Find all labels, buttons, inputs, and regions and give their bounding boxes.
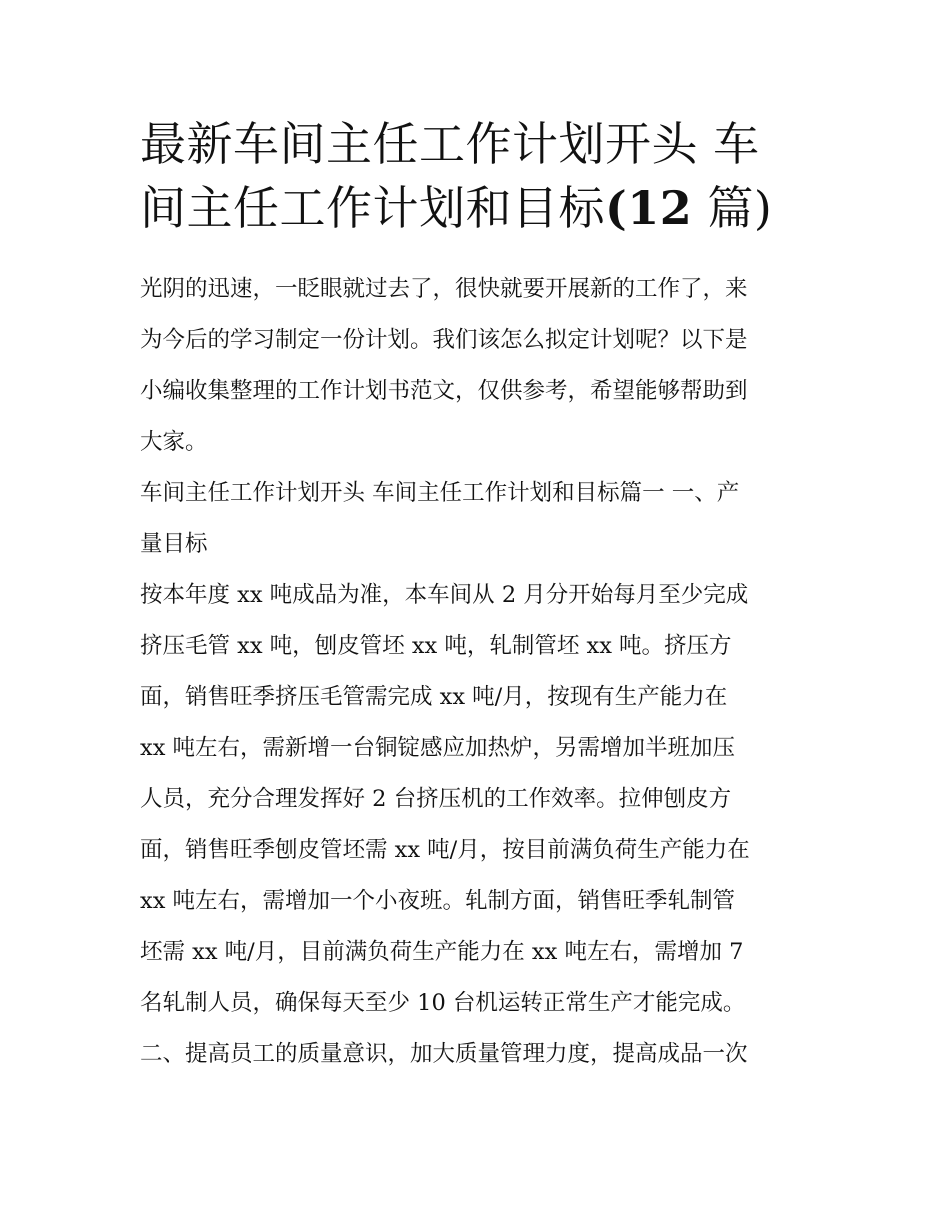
title-line-2-suffix: 篇) — [707, 181, 773, 235]
title-line-2 — [140, 176, 812, 240]
paragraph-line: 挤压毛管 xx 吨，刨皮管坯 xx 吨，轧制管坯 xx 吨。挤压方 — [140, 633, 732, 659]
paragraph-line: xx 吨左右，需新增一台铜锭感应加热炉，另需增加半班加压 — [140, 735, 736, 761]
paragraph-line: 按本年度 xx 吨成品为准，本车间从 2 月分开始每月至少完成 — [140, 582, 749, 608]
paragraph-section-heading — [140, 468, 812, 570]
paragraph-line: 车间主任工作计划开头 车间主任工作计划和目标篇一 一、产 — [140, 480, 740, 506]
paragraph-quality — [140, 1029, 812, 1080]
document-body — [140, 264, 812, 1080]
paragraph-line: 二、提高员工的质量意识，加大质量管理力度，提高成品一次 — [140, 1041, 748, 1067]
title-line-1: 最新车间主任工作计划开头 车 — [140, 117, 760, 171]
paragraph-intro — [140, 264, 812, 468]
paragraph-line: 小编收集整理的工作计划书范文，仅供参考，希望能够帮助到 — [140, 378, 748, 404]
paragraph-line: 面，销售旺季挤压毛管需完成 xx 吨/月，按现有生产能力在 — [140, 684, 728, 710]
paragraph-line: 人员，充分合理发挥好 2 台挤压机的工作效率。拉伸刨皮方 — [140, 786, 732, 812]
title-line-2-count: (12 — [605, 181, 693, 235]
paragraph-line: 量目标 — [140, 531, 208, 557]
document-title — [140, 112, 812, 240]
paragraph-line: 坯需 xx 吨/月，目前满负荷生产能力在 xx 吨左右，需增加 7 — [140, 939, 744, 965]
paragraph-line: 为今后的学习制定一份计划。我们该怎么拟定计划呢？以下是 — [140, 327, 748, 353]
paragraph-line: 大家。 — [140, 429, 208, 455]
paragraph-line: xx 吨左右，需增加一个小夜班。轧制方面，销售旺季轧制管 — [140, 888, 736, 914]
title-line-2-text: 间主任工作计划和目标 — [140, 181, 605, 235]
paragraph-line: 光阴的迅速，一眨眼就过去了，很快就要开展新的工作了，来 — [140, 276, 748, 302]
paragraph-line: 面，销售旺季刨皮管坯需 xx 吨/月，按目前满负荷生产能力在 — [140, 837, 750, 863]
paragraph-production-targets — [140, 570, 812, 1029]
paragraph-line: 名轧制人员，确保每天至少 10 台机运转正常生产才能完成。 — [140, 990, 746, 1016]
document-content — [140, 112, 812, 1080]
